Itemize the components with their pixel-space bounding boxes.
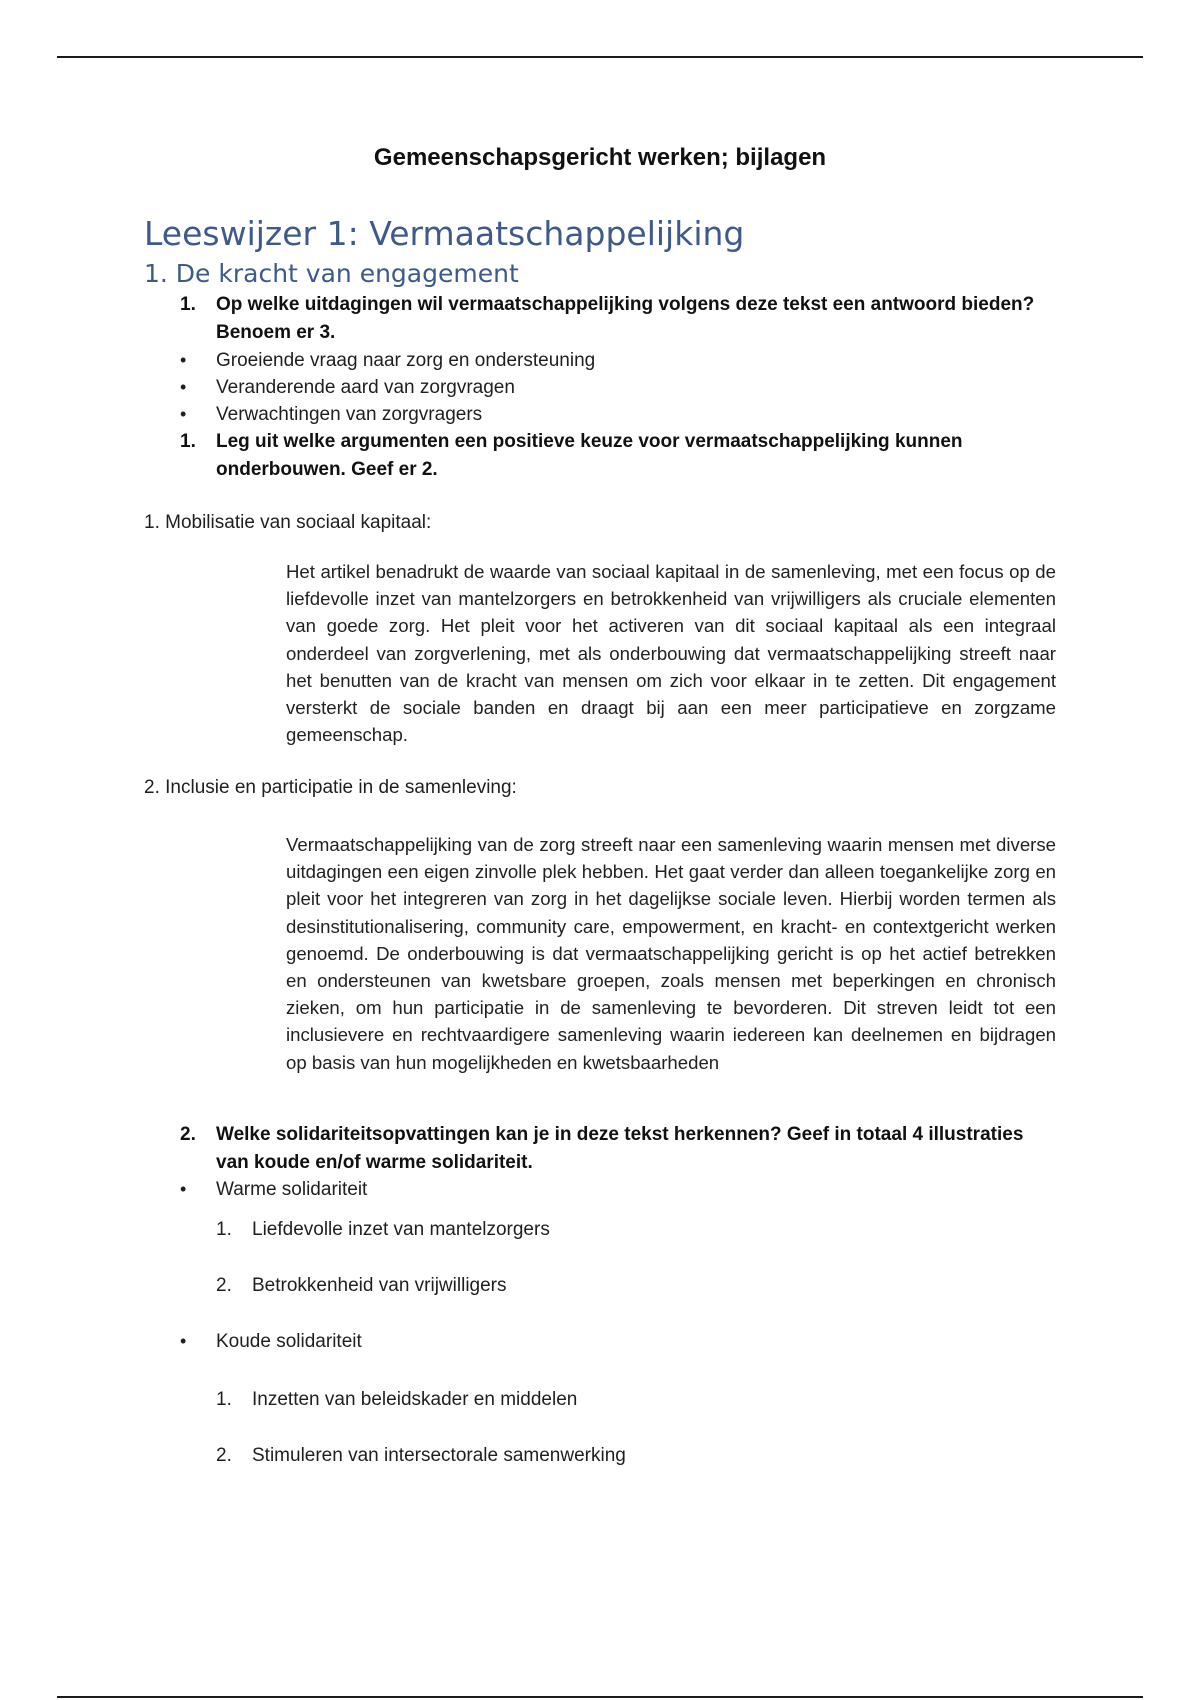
sub-item-number: 1. <box>216 1389 232 1410</box>
list-item: Veranderende aard van zorgvragen <box>216 377 515 398</box>
argument-label: 2. Inclusie en participatie in de samenleving: <box>144 777 517 798</box>
question-number: 2. <box>180 1124 196 1145</box>
list-item: Verwachtingen van zorgvragers <box>216 404 483 425</box>
sub-item: Betrokkenheid van vrijwilligers <box>252 1275 507 1296</box>
question-text: Op welke uitdagingen wil vermaatschappelijking volgens deze tekst een antwoord bieden? <box>216 294 1035 315</box>
argument-label: 1. Mobilisatie van sociaal kapitaal: <box>144 512 432 533</box>
heading-2: 1. De kracht van engagement <box>144 259 519 288</box>
list-item: Warme solidariteit <box>216 1179 368 1200</box>
bullet-icon: • <box>180 350 187 370</box>
bullet-icon: • <box>180 404 187 424</box>
top-rule <box>57 56 1143 58</box>
bullet-icon: • <box>180 1331 187 1351</box>
sub-item: Stimuleren van intersectorale samenwerking <box>252 1445 626 1466</box>
question-text: Leg uit welke argumenten een positieve keuze voor vermaatschappelijking kunnen <box>216 431 963 452</box>
argument-paragraph: Het artikel benadrukt de waarde van sociaal kapitaal in de samenleving, met een focus op de liefdevolle inzet van mantelzorgers en betrokkenheid van vrijwilligers als cruciale elementen van goede zorg. Het pleit voor het activeren van dit sociaal kapitaal als een integraal onderdeel van zorgverlening, met als onderbouwing dat vermaatschappelijking streeft naar het benutten van de kracht van mensen om zich voor elkaar in te zetten. Dit engagement versterkt de sociale banden en draagt bij aan een meer participatieve en zorgzame gemeenschap. <box>286 561 1056 746</box>
heading-1: Leeswijzer 1: Vermaatschappelijking <box>144 214 745 253</box>
sub-item-number: 2. <box>216 1445 232 1466</box>
question-text: van koude en/of warme solidariteit. <box>216 1152 533 1173</box>
sub-item: Inzetten van beleidskader en middelen <box>252 1389 578 1410</box>
question-number: 1. <box>180 294 196 315</box>
bullet-icon: • <box>180 377 187 397</box>
question-text: onderbouwen. Geef er 2. <box>216 459 438 480</box>
question-number: 1. <box>180 431 196 452</box>
list-item: Koude solidariteit <box>216 1331 362 1352</box>
question-text: Benoem er 3. <box>216 322 336 343</box>
list-item: Groeiende vraag naar zorg en ondersteuning <box>216 350 596 371</box>
sub-item-number: 2. <box>216 1275 232 1296</box>
document-title: Gemeenschapsgericht werken; bijlagen <box>373 144 827 171</box>
argument-paragraph: Vermaatschappelijking van de zorg streeft naar een samenleving waarin mensen met diverse uitdagingen een eigen zinvolle plek hebben. Het gaat verder dan alleen toegankelijke zorg en pleit voor het integreren van zorg in het dagelijkse sociale leven. Hierbij worden termen als desinstitutionalisering, community care, empowerment, en kracht- en contextgericht werken genoemd. De onderbouwing is dat vermaatschappelijking gericht is op het actief betrekken en ondersteunen van kwetsbare groepen, zoals mensen met beperkingen en chronisch zieken, om hun participatie in de samenleving te bevorderen. Dit streven leidt tot een inclusievere en rechtvaardigere samenleving waarin iedereen kan deelnemen en bijdragen op basis van hun mogelijkheden en kwetsbaarheden <box>286 834 1056 1073</box>
sub-item: Liefdevolle inzet van mantelzorgers <box>252 1219 550 1240</box>
bullet-icon: • <box>180 1179 187 1199</box>
bottom-rule <box>57 1696 1143 1698</box>
question-text: Welke solidariteitsopvattingen kan je in deze tekst herkennen? Geef in totaal 4 illustraties <box>216 1124 1024 1145</box>
sub-item-number: 1. <box>216 1219 232 1240</box>
